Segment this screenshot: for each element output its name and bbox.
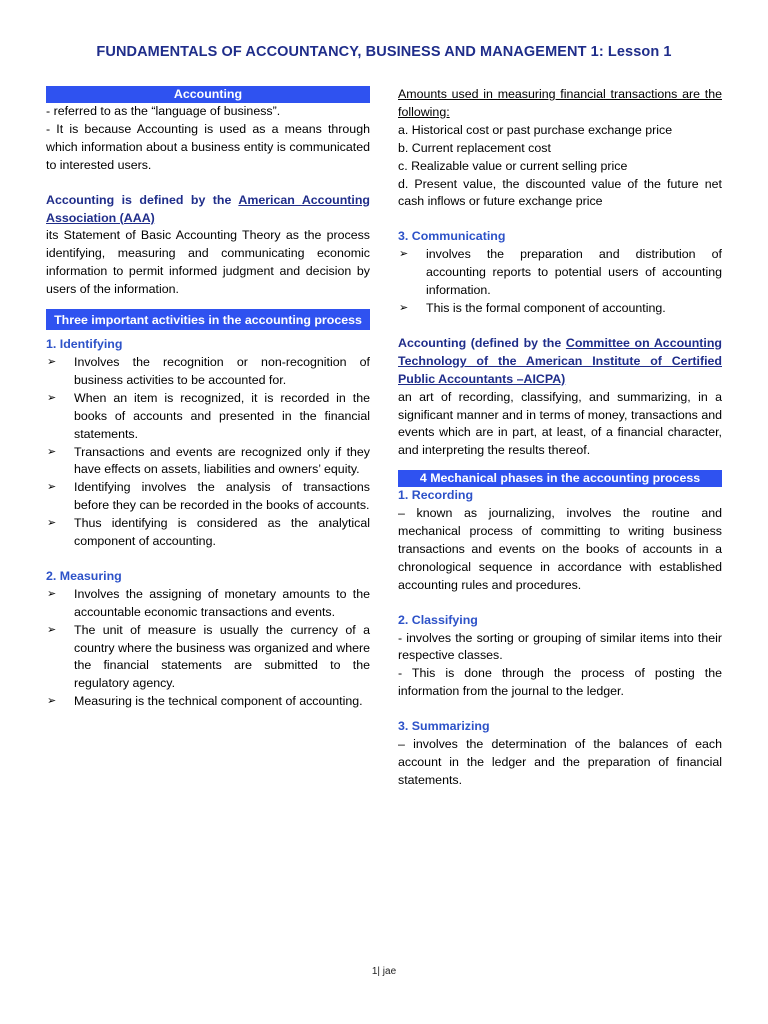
intro-line-2: - It is because Accounting is used as a means through which information about a business entity is communicated to interested users.	[46, 121, 370, 172]
arrow-bullet-icon: ➢	[399, 248, 409, 261]
recording-heading: 1. Recording	[398, 488, 474, 503]
identifying-list	[46, 354, 370, 551]
aaa-link[interactable]: American Accounting Association (AAA)	[46, 192, 370, 225]
recording-body: – known as journalizing, involves the routine and mechanical process of committing to writing business transactions and events on the books of accounts in a chronological sequence in accordance with established accounting rules and procedures.	[398, 506, 722, 592]
amounts-item-c: c. Realizable value or current selling price	[398, 158, 628, 173]
aicpa-link[interactable]: Committee on Accounting Technology of the American Institute of Certified Public Accountants –AICPA)	[398, 335, 722, 386]
list-item: ➢ The unit of measure is usually the currency of a country where the business was organized and where the financial statements are submitted to the regulatory agency.	[47, 622, 370, 691]
list-item: ➢ involves the preparation and distribution of accounting reports to potential users of accounting information.	[399, 247, 722, 298]
aaa-definition-heading	[46, 192, 370, 228]
phases-heading-bar: 4 Mechanical phases in the accounting process	[398, 470, 722, 487]
classifying-line-2: - This is done through the process of posting the information from the journal to the ledger.	[398, 666, 722, 699]
right-column	[398, 86, 722, 790]
activities-heading-bar: Three important activities in the accounting process	[46, 309, 370, 330]
amounts-item-d: d. Present value, the discounted value of the future net cash inflows or future exchange price	[398, 176, 722, 209]
arrow-bullet-icon: ➢	[47, 623, 57, 636]
amounts-item-b: b. Current replacement cost	[398, 140, 551, 155]
left-column	[46, 86, 370, 711]
list-item: ➢ Transactions and events are recognized only if they have effects on assets, liabilities and owners’ equity.	[47, 444, 370, 477]
amounts-heading: Amounts used in measuring financial transactions are the following:	[398, 87, 722, 119]
arrow-bullet-icon: ➢	[47, 355, 57, 368]
classifying-heading: 2. Classifying	[398, 612, 478, 627]
measuring-list	[46, 586, 370, 711]
aicpa-definition-heading	[398, 335, 722, 389]
arrow-bullet-icon: ➢	[47, 391, 57, 404]
accounting-heading-bar: Accounting	[46, 86, 370, 103]
page-footer: 1| jae	[371, 966, 397, 977]
page-title: FUNDAMENTALS OF ACCOUNTANCY, BUSINESS AND MANAGEMENT 1: Lesson 1	[96, 44, 672, 60]
communicating-list	[398, 246, 722, 318]
aicpa-definition-body: an art of recording, classifying, and summarizing, in a significant manner and in terms of money, transactions and events which are in part, at least, of a financial character, and interpreting the results thereof.	[398, 389, 722, 458]
summarizing-body: – involves the determination of the balances of each account in the ledger and the preparation of financial statements.	[398, 737, 722, 787]
arrow-bullet-icon: ➢	[47, 481, 57, 494]
list-item: ➢ Involves the recognition or non-recognition of business activities to be accounted for.	[47, 354, 370, 387]
list-item: ➢ This is the formal component of accounting.	[398, 300, 722, 318]
summarizing-heading: 3. Summarizing	[398, 719, 490, 734]
list-item: ➢ Thus identifying is considered as the analytical component of accounting.	[47, 516, 370, 549]
arrow-bullet-icon: ➢	[47, 695, 57, 708]
list-item: ➢ Identifying involves the analysis of transactions before they can be recorded in the books of accounts.	[47, 480, 370, 513]
arrow-bullet-icon: ➢	[399, 301, 409, 314]
arrow-bullet-icon: ➢	[47, 517, 57, 530]
aicpa-prefix: Accounting (defined by the	[398, 335, 566, 350]
arrow-bullet-icon: ➢	[47, 587, 57, 600]
measuring-heading: 2. Measuring	[46, 568, 122, 583]
communicating-heading: 3. Communicating	[398, 229, 506, 244]
list-item: ➢ When an item is recognized, it is recorded in the books of accounts and presented in the financial statements.	[47, 390, 370, 441]
intro-line-1: - referred to as the “language of business”.	[46, 104, 281, 118]
classifying-line-1: - involves the sorting or grouping of similar items into their respective classes.	[398, 630, 722, 663]
arrow-bullet-icon: ➢	[47, 445, 57, 458]
amounts-item-a: a. Historical cost or past purchase exchange price	[398, 122, 673, 137]
aaa-prefix: Accounting is defined by the	[46, 192, 239, 207]
list-item: ➢ Involves the assigning of monetary amounts to the accountable economic transactions and events.	[47, 586, 370, 619]
aaa-definition-body: its Statement of Basic Accounting Theory as the process identifying, measuring and communicating economic information to permit informed judgment and decision by users of the information.	[46, 228, 370, 297]
list-item: ➢ Measuring is the technical component of accounting.	[46, 693, 370, 711]
identifying-heading: 1. Identifying	[46, 337, 123, 352]
